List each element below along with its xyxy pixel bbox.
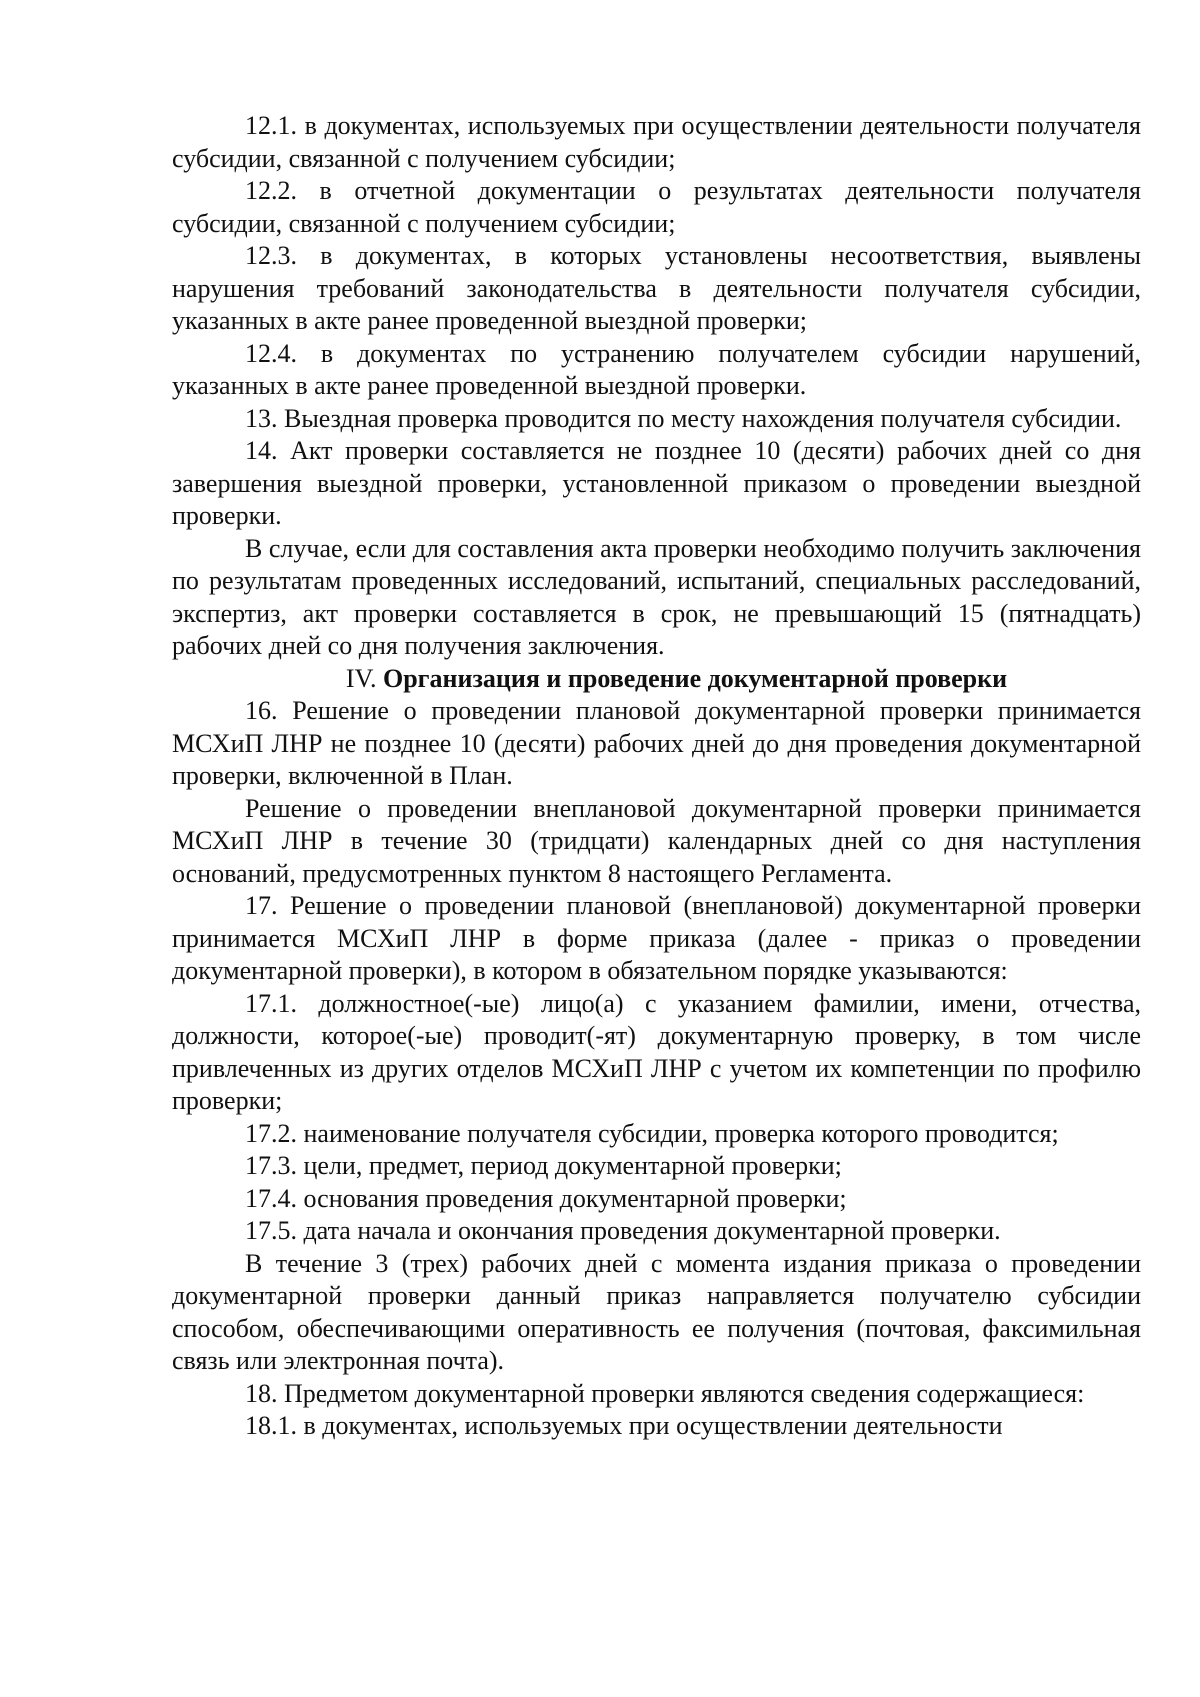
paragraph-17-5: 17.5. дата начала и окончания проведения документарной проверки. [245, 1216, 1001, 1245]
paragraph-17-1: 17.1. должностное(-ые) лицо(а) с указанием фамилии, имени, отчества, должности, которое(-ые) проводит(-ят) документарную проверку, в том числе привлеченных из других отделов МСХиП ЛНР с учетом их компетенции по профилю проверки; [172, 988, 1141, 1115]
paragraph-16: 16. Решение о проведении плановой документарной проверки принимается МСХиП ЛНР не позднее 10 (десяти) рабочих дней до дня проведения документарной проверки, включенной в План. [172, 696, 1141, 790]
section-number: IV. [345, 663, 377, 693]
paragraph-18-1: 18.1. в документах, используемых при осуществлении деятельности [245, 1411, 1003, 1440]
paragraph-14-case: В случае, если для составления акта проверки необходимо получить заключения по результатам проведенных исследований, испытаний, специальных расследований, экспертиз, акт проверки составляется в срок, не превышающий 15 (пятнадцать) рабочих дней со дня получения заключения. [172, 533, 1141, 660]
paragraph-17: 17. Решение о проведении плановой (внеплановой) документарной проверки принимается МСХиП ЛНР в форме приказа (далее - приказ о проведении документарной проверки), в котором в обязательном порядке указываются: [172, 891, 1141, 985]
paragraph-18: 18. Предметом документарной проверки являются сведения содержащиеся: [245, 1378, 1085, 1408]
section-title: Организация и проведение документарной проверки [383, 663, 1008, 693]
paragraph-12-2: 12.2. в отчетной документации о результатах деятельности получателя субсидии, связанной с получением субсидии; [172, 176, 1141, 238]
paragraph-12-3: 12.3. в документах, в которых установлены несоответствия, выявлены нарушения требований законодательства в деятельности получателя субсидии, указанных в акте ранее проведенной выездной проверки; [172, 241, 1141, 335]
paragraph-12-4: 12.4. в документах по устранению получателем субсидии нарушений, указанных в акте ранее проведенной выездной проверки. [172, 338, 1141, 400]
paragraph-16-unscheduled: Решение о проведении внеплановой документарной проверки принимается МСХиП ЛНР в течение 30 (тридцати) календарных дней со дня наступления оснований, предусмотренных пунктом 8 настоящего Регламента. [172, 793, 1141, 888]
paragraph-13: 13. Выездная проверка проводится по месту нахождения получателя субсидии. [245, 403, 1122, 433]
paragraph-17-4: 17.4. основания проведения документарной проверки; [245, 1183, 847, 1213]
paragraph-17-2: 17.2. наименование получателя субсидии, проверка которого проводится; [245, 1118, 1059, 1148]
document-page [172, 110, 1141, 1443]
paragraph-14: 14. Акт проверки составляется не позднее 10 (десяти) рабочих дней со дня завершения выездной проверки, установленной приказом о проведении выездной проверки. [172, 436, 1141, 530]
paragraph-17-notice: В течение 3 (трех) рабочих дней с момента издания приказа о проведении документарной проверки данный приказ направляется получателю субсидии способом, обеспечивающими оперативность ее получения (почтовая, факсимильная связь или электронная почта). [172, 1248, 1141, 1375]
paragraph-17-3: 17.3. цели, предмет, период документарной проверки; [245, 1151, 842, 1180]
section-heading [172, 663, 1141, 696]
paragraph-12-1: 12.1. в документах, используемых при осуществлении деятельности получателя субсидии, связанной с получением субсидии; [172, 111, 1141, 173]
